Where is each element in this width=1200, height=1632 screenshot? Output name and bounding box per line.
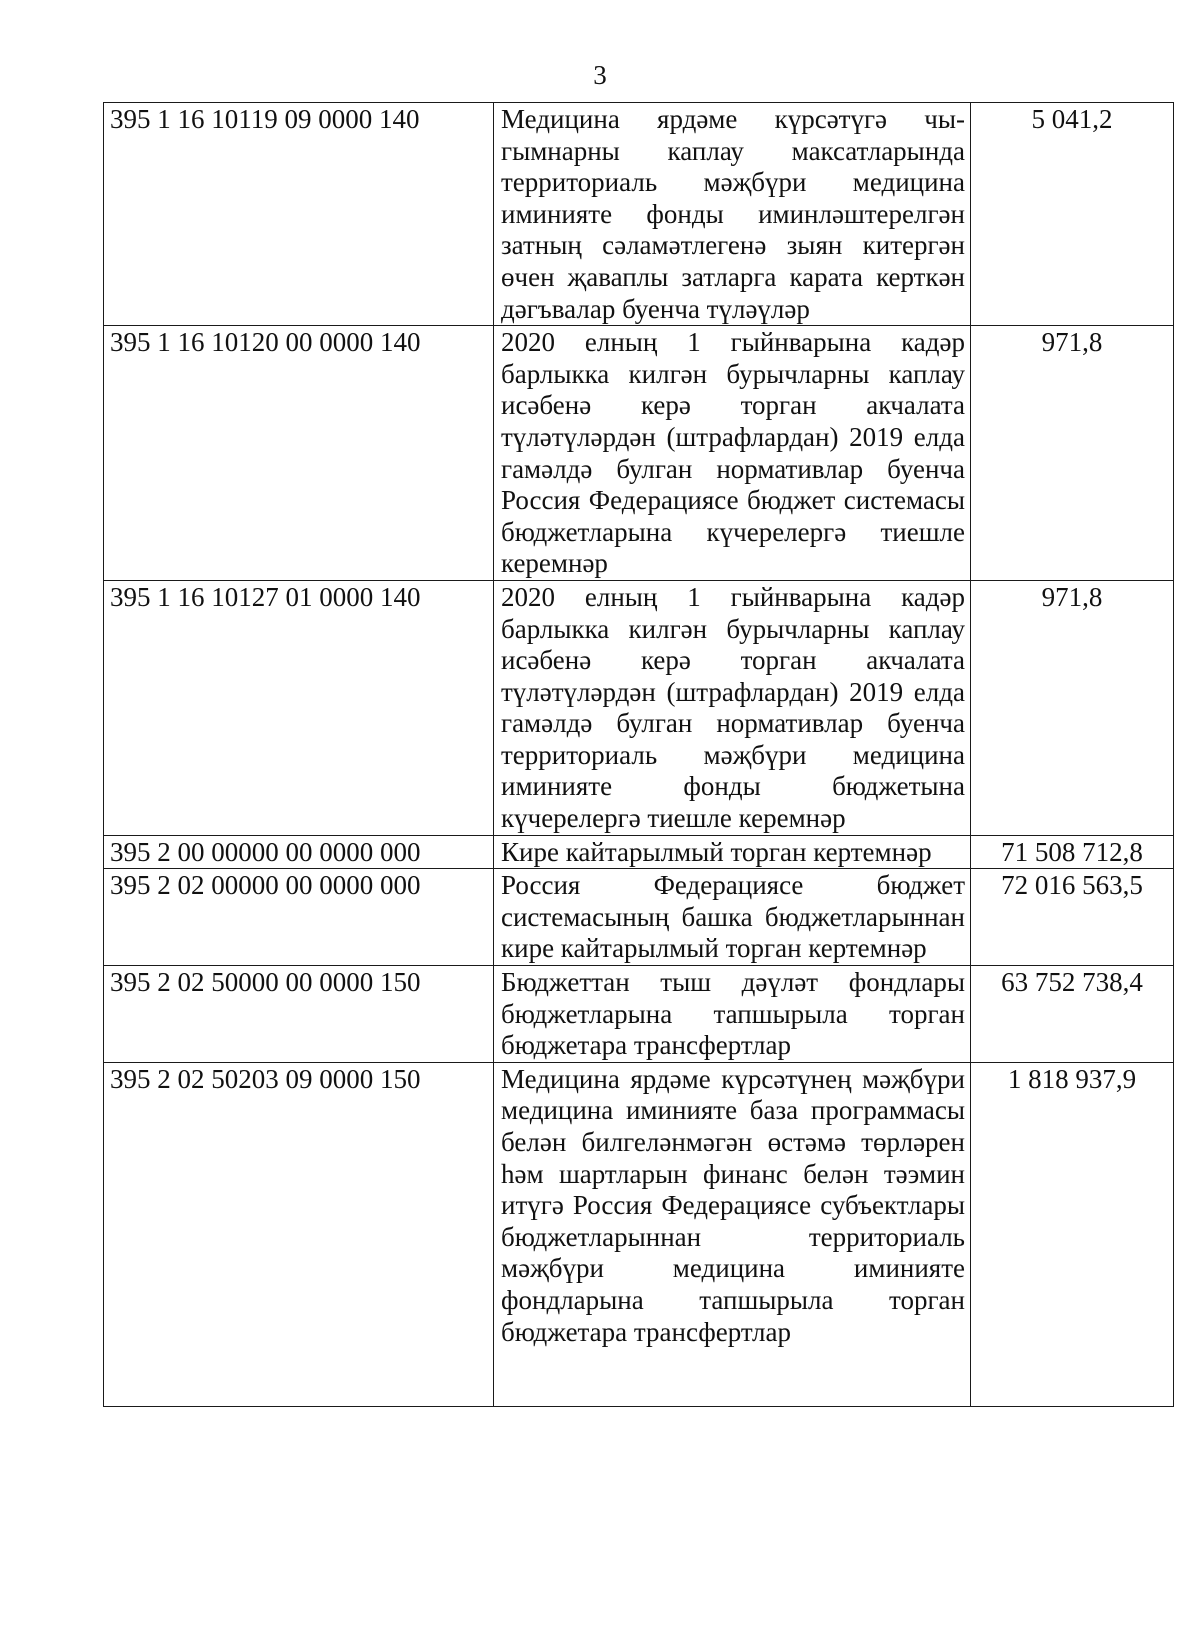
- description-cell: Кире кайтарылмый торган кертемнәр: [494, 835, 971, 869]
- table-row: [104, 580, 1174, 835]
- budget-code-cell: 395 1 16 10120 00 0000 140: [104, 326, 494, 581]
- amount-cell: 5 041,2: [971, 103, 1174, 326]
- description-cell: 2020 елның 1 гыйнварына кадәр барлыкка килгән бурычларны каплау исәбенә керә торган акчалата түләтүләрдән (штрафлардан) 2019 елда гамәлдә булган нормативлар буенча Россия Федерациясе бюджет системасы бюджетларына күчерелергә тиешле керемнәр: [494, 326, 971, 581]
- description-cell: Бюджеттан тыш дәүләт фондлары бюджетларына тапшырыла торган бюджетара трансфертлар: [494, 966, 971, 1063]
- budget-revenue-table: [103, 102, 1174, 1407]
- table-row: [104, 326, 1174, 581]
- amount-cell: 71 508 712,8: [971, 835, 1174, 869]
- description-cell: 2020 елның 1 гыйнварына кадәр барлыкка килгән бурычларны каплау исәбенә керә торган акчалата түләтүләрдән (штрафлардан) 2019 елда гамәлдә булган нормативлар буенча территориаль мәҗбүри медицина иминияте фонды бюджетына күчерелергә тиешле керемнәр: [494, 580, 971, 835]
- budget-code-cell: 395 1 16 10127 01 0000 140: [104, 580, 494, 835]
- description-cell: Россия Федерациясе бюджет системасының башка бюджетларыннан кире кайтарылмый торган кертемнәр: [494, 869, 971, 966]
- amount-cell: 1 818 937,9: [971, 1062, 1174, 1406]
- table-row: [104, 966, 1174, 1063]
- amount-cell: 72 016 563,5: [971, 869, 1174, 966]
- table-row: [104, 1062, 1174, 1406]
- amount-cell: 63 752 738,4: [971, 966, 1174, 1063]
- description-cell: Медицина ярдәме күрсәтүгә чыгымнарны каплау максатларында территориаль мәҗбүри медицина иминияте фонды иминләштерелгән затның сәламәтлегенә зыян китергән өчен җаваплы затларга карата керткән дәгъвалар буенча түләүләр: [494, 103, 971, 326]
- budget-code-cell: 395 2 00 00000 00 0000 000: [104, 835, 494, 869]
- table-row: [104, 103, 1174, 326]
- budget-code-cell: 395 1 16 10119 09 0000 140: [104, 103, 494, 326]
- page-number: 3: [593, 60, 607, 90]
- budget-code-cell: 395 2 02 50000 00 0000 150: [104, 966, 494, 1063]
- table-row: [104, 835, 1174, 869]
- budget-code-cell: 395 2 02 50203 09 0000 150: [104, 1062, 494, 1406]
- amount-cell: 971,8: [971, 580, 1174, 835]
- description-cell: Медицина ярдәме күрсәтүнең мәҗбүри медицина иминияте база программасы белән билгеләнмәгән өстәмә төрләрен һәм шартларын финанс белән тәэмин итүгә Россия Федерациясе субъектлары бюджетларыннан территориаль мәҗбүри медицина иминияте фондларына тапшырыла торган бюджетара трансфертлар: [494, 1062, 971, 1406]
- amount-cell: 971,8: [971, 326, 1174, 581]
- table-row: [104, 869, 1174, 966]
- budget-code-cell: 395 2 02 00000 00 0000 000: [104, 869, 494, 966]
